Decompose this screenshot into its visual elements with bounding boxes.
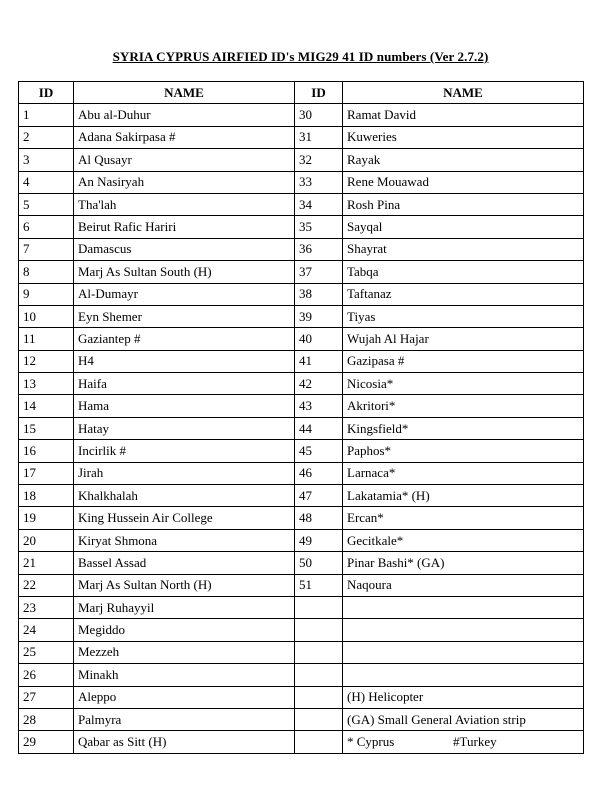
airfield-id: 37: [295, 261, 343, 283]
airfield-name: Tabqa: [343, 261, 584, 283]
empty-cell: [295, 664, 343, 686]
airfield-name: Marj Ruhayyil: [74, 596, 295, 618]
airfield-name: Tiyas: [343, 305, 584, 327]
airfield-id: 33: [295, 171, 343, 193]
empty-cell: [295, 596, 343, 618]
table-row: [19, 350, 584, 372]
airfield-name: Hatay: [74, 417, 295, 439]
airfield-id: 45: [295, 440, 343, 462]
airfield-name: Rayak: [343, 149, 584, 171]
airfield-name: Kingsfield*: [343, 417, 584, 439]
airfield-id: 23: [19, 596, 74, 618]
airfield-name: Tha'lah: [74, 193, 295, 215]
airfield-id: 51: [295, 574, 343, 596]
header-id-right: ID: [295, 82, 343, 104]
table-row: [19, 261, 584, 283]
airfield-name: Wujah Al Hajar: [343, 328, 584, 350]
airfield-name: Haifa: [74, 373, 295, 395]
airfield-id: 26: [19, 664, 74, 686]
table-row: [19, 328, 584, 350]
airfield-id: 40: [295, 328, 343, 350]
airfield-id: 27: [19, 686, 74, 708]
table-row: [19, 395, 584, 417]
airfield-id: 25: [19, 641, 74, 663]
airfield-id: 47: [295, 485, 343, 507]
table-row: [19, 641, 584, 663]
legend-cyprus-turkey: [343, 731, 584, 753]
empty-cell: [295, 708, 343, 730]
airfield-name: Bassel Assad: [74, 552, 295, 574]
table-row: [19, 171, 584, 193]
airfield-name: Megiddo: [74, 619, 295, 641]
airfield-name: Gazipasa #: [343, 350, 584, 372]
airfield-id: 1: [19, 104, 74, 126]
document-title: SYRIA CYPRUS AIRFIED ID's MIG29 41 ID numbers (Ver 2.7.2): [112, 49, 489, 64]
airfield-name: Rene Mouawad: [343, 171, 584, 193]
airfield-name: Gaziantep #: [74, 328, 295, 350]
table-row: [19, 193, 584, 215]
table-row: [19, 708, 584, 730]
airfield-id: 3: [19, 149, 74, 171]
table-row: [19, 283, 584, 305]
airfield-id: 10: [19, 305, 74, 327]
airfield-id: 5: [19, 193, 74, 215]
airfield-name: Sayqal: [343, 216, 584, 238]
airfield-id: 9: [19, 283, 74, 305]
airfield-id: 13: [19, 373, 74, 395]
airfield-name: Jirah: [74, 462, 295, 484]
legend-cyprus: * Cyprus: [347, 734, 395, 750]
airfield-name: Akritori*: [343, 395, 584, 417]
airfield-id: 24: [19, 619, 74, 641]
airfield-name: Mezzeh: [74, 641, 295, 663]
airfield-name: Rosh Pina: [343, 193, 584, 215]
airfield-id: 49: [295, 529, 343, 551]
airfield-id: 8: [19, 261, 74, 283]
table-row: [19, 104, 584, 126]
airfield-id: 16: [19, 440, 74, 462]
airfield-id: 20: [19, 529, 74, 551]
airfield-name: Nicosia*: [343, 373, 584, 395]
empty-cell: [343, 664, 584, 686]
airfield-id: 7: [19, 238, 74, 260]
airfield-id-table: [18, 81, 584, 754]
legend-turkey: #Turkey: [453, 734, 497, 750]
legend-helicopter: (H) Helicopter: [343, 686, 584, 708]
airfield-name: Marj As Sultan South (H): [74, 261, 295, 283]
table-row: [19, 686, 584, 708]
table-row: [19, 507, 584, 529]
airfield-name: Kuweries: [343, 126, 584, 148]
airfield-name: Eyn Shemer: [74, 305, 295, 327]
airfield-id: 41: [295, 350, 343, 372]
airfield-id: 2: [19, 126, 74, 148]
airfield-id: 43: [295, 395, 343, 417]
airfield-id: 18: [19, 485, 74, 507]
airfield-id: 32: [295, 149, 343, 171]
airfield-name: Incirlik #: [74, 440, 295, 462]
airfield-name: Gecitkale*: [343, 529, 584, 551]
airfield-name: Al Qusayr: [74, 149, 295, 171]
airfield-id: 30: [295, 104, 343, 126]
table-row: [19, 485, 584, 507]
table-row: [19, 552, 584, 574]
table-row: [19, 216, 584, 238]
table-row: [19, 462, 584, 484]
header-id-left: ID: [19, 82, 74, 104]
airfield-name: King Hussein Air College: [74, 507, 295, 529]
airfield-name: Shayrat: [343, 238, 584, 260]
table-row: [19, 731, 584, 753]
empty-cell: [295, 619, 343, 641]
airfield-name: Damascus: [74, 238, 295, 260]
airfield-id: 29: [19, 731, 74, 753]
airfield-name: Paphos*: [343, 440, 584, 462]
table-row: [19, 529, 584, 551]
airfield-name: An Nasiryah: [74, 171, 295, 193]
header-name-left: NAME: [74, 82, 295, 104]
empty-cell: [343, 641, 584, 663]
airfield-id: 6: [19, 216, 74, 238]
airfield-name: Al-Dumayr: [74, 283, 295, 305]
airfield-name: Pinar Bashi* (GA): [343, 552, 584, 574]
airfield-name: Adana Sakirpasa #: [74, 126, 295, 148]
airfield-id: 46: [295, 462, 343, 484]
table-row: [19, 619, 584, 641]
airfield-id: 12: [19, 350, 74, 372]
airfield-id: 31: [295, 126, 343, 148]
table-row: [19, 373, 584, 395]
airfield-id: 38: [295, 283, 343, 305]
airfield-id: 48: [295, 507, 343, 529]
airfield-id: 21: [19, 552, 74, 574]
airfield-name: Larnaca*: [343, 462, 584, 484]
airfield-id: 14: [19, 395, 74, 417]
legend-general-aviation: (GA) Small General Aviation strip: [343, 708, 584, 730]
airfield-name: Palmyra: [74, 708, 295, 730]
airfield-name: Ramat David: [343, 104, 584, 126]
airfield-name: Beirut Rafic Hariri: [74, 216, 295, 238]
airfield-name: Taftanaz: [343, 283, 584, 305]
table-row: [19, 238, 584, 260]
airfield-id: 44: [295, 417, 343, 439]
header-row: [19, 82, 584, 104]
empty-cell: [343, 619, 584, 641]
airfield-name: Kiryat Shmona: [74, 529, 295, 551]
airfield-id: 22: [19, 574, 74, 596]
airfield-id: 15: [19, 417, 74, 439]
table-row: [19, 574, 584, 596]
airfield-id: 19: [19, 507, 74, 529]
table-row: [19, 149, 584, 171]
table-row: [19, 440, 584, 462]
airfield-name: H4: [74, 350, 295, 372]
empty-cell: [343, 596, 584, 618]
table-row: [19, 596, 584, 618]
table-row: [19, 126, 584, 148]
airfield-id: 28: [19, 708, 74, 730]
table-row: [19, 305, 584, 327]
airfield-id: 17: [19, 462, 74, 484]
airfield-name: Minakh: [74, 664, 295, 686]
airfield-name: Lakatamia* (H): [343, 485, 584, 507]
airfield-id: 39: [295, 305, 343, 327]
header-name-right: NAME: [343, 82, 584, 104]
airfield-id: 50: [295, 552, 343, 574]
airfield-id: 35: [295, 216, 343, 238]
airfield-name: Aleppo: [74, 686, 295, 708]
airfield-name: Qabar as Sitt (H): [74, 731, 295, 753]
airfield-name: Ercan*: [343, 507, 584, 529]
airfield-id: 42: [295, 373, 343, 395]
empty-cell: [295, 641, 343, 663]
airfield-id: 4: [19, 171, 74, 193]
airfield-name: Abu al-Duhur: [74, 104, 295, 126]
airfield-id: 36: [295, 238, 343, 260]
airfield-name: Naqoura: [343, 574, 584, 596]
empty-cell: [295, 686, 343, 708]
airfield-name: Khalkhalah: [74, 485, 295, 507]
airfield-name: Marj As Sultan North (H): [74, 574, 295, 596]
airfield-id: 11: [19, 328, 74, 350]
table-row: [19, 417, 584, 439]
empty-cell: [295, 731, 343, 753]
airfield-id: 34: [295, 193, 343, 215]
table-row: [19, 664, 584, 686]
airfield-name: Hama: [74, 395, 295, 417]
